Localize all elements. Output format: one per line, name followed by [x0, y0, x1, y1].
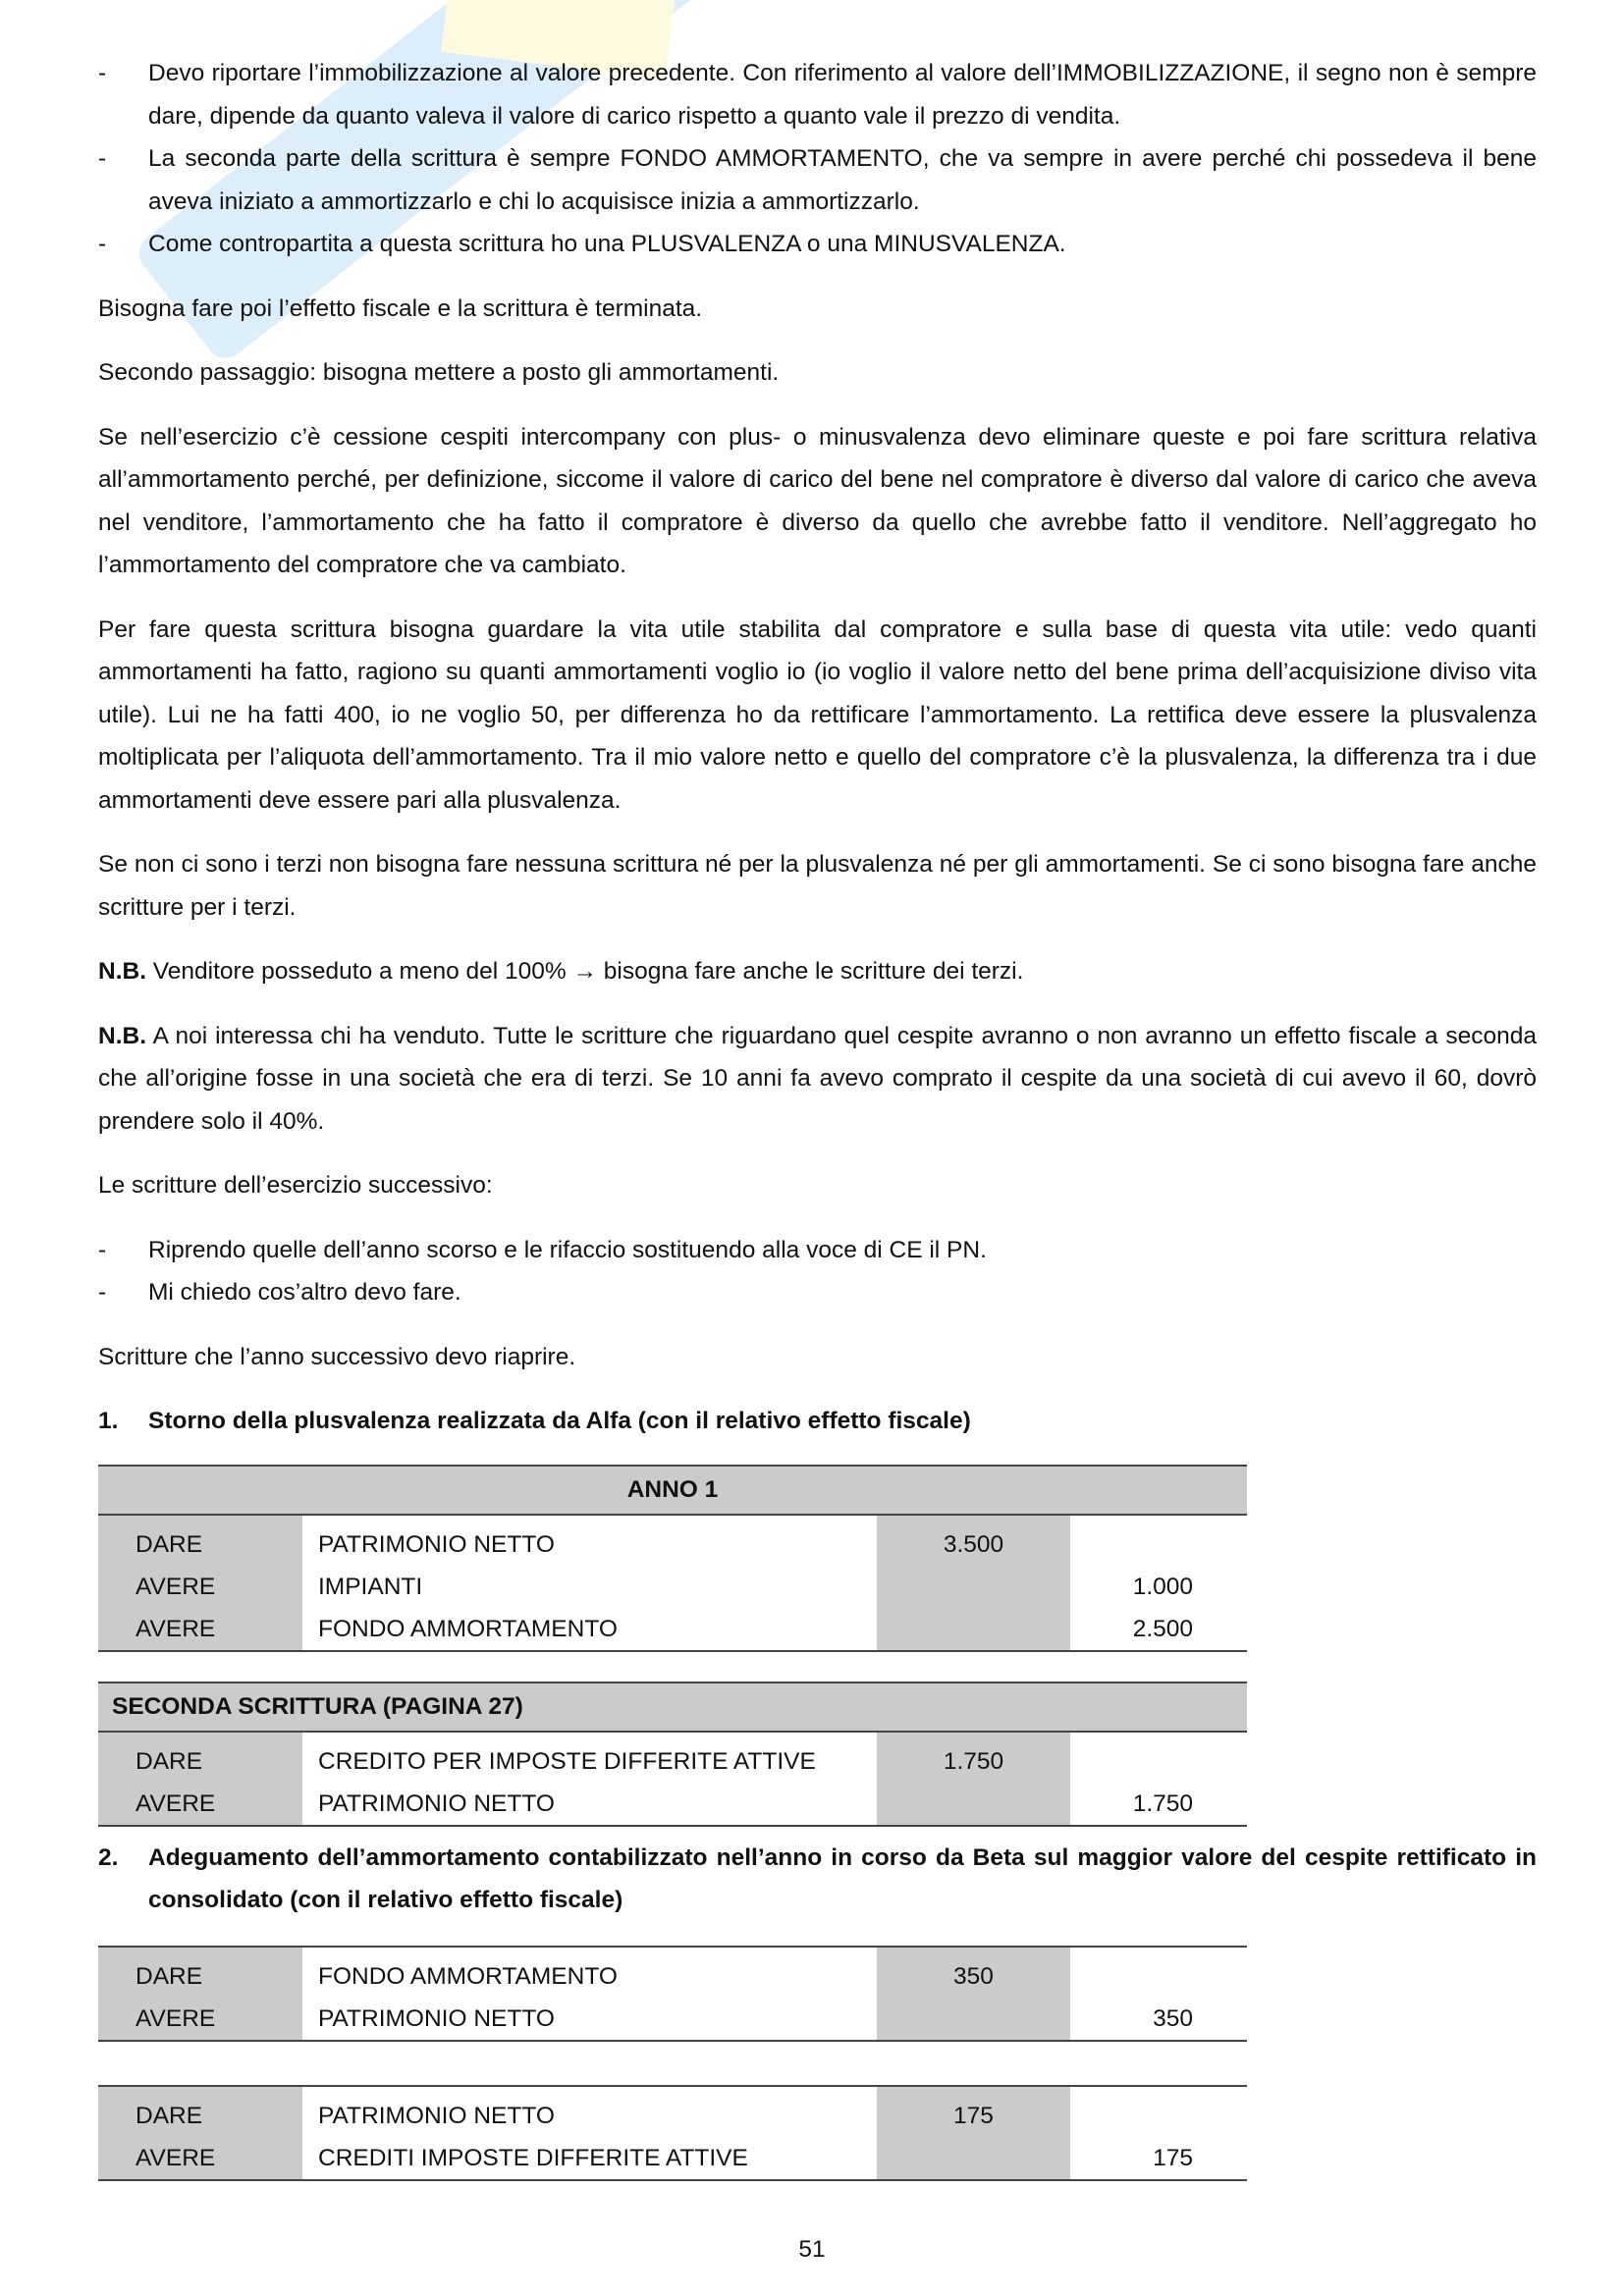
paragraph: Per fare questa scrittura bisogna guardare la vita utile stabilita dal compratore e sulla base di questa vita utile: vedo quanti ammortamenti ha fatto, ragiono su quanti ammortamenti voglio io (io voglio il valore netto del bene prima dell’acquisizione diviso vita utile). Lui ne ha fatti 400, io ne voglio 50, per differenza ho da rettificare l’ammortamento. La rettifica deve essere la plusvalenza moltiplicata per l’aliquota dell’ammortamento. Tra il mio valore netto e quello del compratore c’è la plusvalenza, la differenza tra i due ammortamenti deve essere pari alla plusvalenza.: [98, 615, 1537, 814]
account-cell: IMPIANTI: [318, 1573, 423, 1600]
avere-amount-cell: [1070, 1740, 1247, 1783]
table-header: SECONDA SCRITTURA (PAGINA 27): [98, 1682, 1247, 1732]
paragraph: Bisogna fare poi l’effetto fiscale e la scrittura è terminata.: [98, 294, 703, 322]
table-row: [98, 1566, 1247, 1608]
dare-amount-cell: [877, 1566, 1070, 1608]
bullet-list-next: [98, 1229, 1537, 1314]
spacer-row: [98, 1947, 1247, 1955]
numbered-item-1: 1. Storno della plusvalenza realizzata da Alfa (con il relativo effetto fiscale): [98, 1408, 971, 1434]
bullet-list-top: [98, 52, 1537, 266]
side-cell: DARE: [98, 1523, 302, 1566]
dare-amount-cell: [877, 1998, 1070, 2041]
side-cell: AVERE: [98, 1566, 302, 1608]
side-cell: AVERE: [98, 1608, 302, 1651]
avere-amount-cell: [1070, 2095, 1247, 2137]
dare-amount-cell: 1.750: [877, 1740, 1070, 1783]
avere-amount-cell: 1.000: [1132, 1573, 1193, 1600]
table-row: [98, 1523, 1247, 1566]
side-cell: AVERE: [98, 1783, 302, 1826]
document-body: [98, 52, 1537, 2224]
dare-amount-cell: 350: [877, 1955, 1070, 1998]
avere-amount-cell: [1070, 1523, 1247, 1566]
table-row: [98, 1783, 1247, 1826]
account-cell: FONDO AMMORTAMENTO: [302, 1608, 877, 1651]
avere-amount-cell: 350: [1070, 1998, 1247, 2041]
table-row: [98, 1608, 1247, 1651]
table-row: [98, 2137, 1247, 2180]
side-cell: DARE: [98, 1740, 302, 1783]
dare-amount-cell: 175: [877, 2095, 1070, 2137]
account-cell: PATRIMONIO NETTO: [318, 2102, 555, 2129]
table-row: [98, 2095, 1247, 2137]
side-cell: DARE: [98, 2095, 302, 2137]
avere-amount-cell: 2.500: [1070, 1608, 1247, 1651]
table-header: ANNO 1: [98, 1466, 1247, 1515]
table-row: [98, 1955, 1247, 1998]
journal-table-anno-1: [98, 1465, 1247, 1652]
dare-amount-cell: [877, 2137, 1070, 2180]
numbered-item-2: 2. Adeguamento dell’ammortamento contabilizzato nell’anno in corso da Beta sul maggior valore del cespite rettificato in consolidato (con il relativo effetto fiscale): [98, 1843, 1537, 1913]
paragraph: Scritture che l’anno successivo devo riaprire.: [98, 1343, 576, 1370]
paragraph: Le scritture dell’esercizio successivo:: [98, 1172, 493, 1199]
paragraph: Se non ci sono i terzi non bisogna fare nessuna scrittura né per la plusvalenza né per gli ammortamenti. Se ci sono bisogna fare anche scritture per i terzi.: [98, 851, 1537, 921]
list-item: - Riprendo quelle dell’anno scorso e le rifaccio sostituendo alla voce di CE il PN.: [98, 1236, 987, 1263]
side-cell: AVERE: [98, 2137, 302, 2180]
account-cell: PATRIMONIO NETTO: [302, 1998, 877, 2041]
page-number: 51: [798, 2236, 826, 2263]
account-cell: FONDO AMMORTAMENTO: [318, 1962, 618, 1990]
avere-amount-cell: 175: [1070, 2137, 1247, 2180]
side-cell: DARE: [98, 1955, 302, 1998]
account-cell: PATRIMONIO NETTO: [318, 1530, 555, 1558]
paragraph: Secondo passaggio: bisogna mettere a posto gli ammortamenti.: [98, 359, 780, 386]
account-cell: PATRIMONIO NETTO: [302, 1783, 877, 1826]
avere-amount-cell: 1.750: [1070, 1783, 1247, 1826]
note-2: N.B. A noi interessa chi ha venduto. Tutte le scritture che riguardano quel cespite avranno o non avranno un effetto fiscale a seconda che all’origine fosse in una società che era di terzi. Se 10 anni fa avevo comprato il cespite da una società di cui avevo il 60, dovrò prendere solo il 40%.: [98, 1022, 1537, 1135]
dare-amount-cell: [877, 1783, 1070, 1826]
dare-amount-cell: 3.500: [877, 1523, 1070, 1566]
paragraph: Se nell’esercizio c’è cessione cespiti intercompany con plus- o minusvalenza devo eliminare queste e poi fare scrittura relativa all’ammortamento perché, per definizione, siccome il valore di carico del bene nel compratore è diverso dal valore di carico che aveva nel venditore, l’ammortamento che ha fatto il compratore è diverso da quello che avrebbe fatto il venditore. Nell’aggregato ho l’ammortamento del compratore che va cambiato.: [98, 423, 1537, 578]
spacer-row: [98, 2086, 1247, 2095]
dare-amount-cell: [877, 1608, 1070, 1651]
avere-amount-cell: [1070, 1955, 1247, 1998]
account-cell: CREDITO PER IMPOSTE DIFFERITE ATTIVE: [318, 1747, 816, 1775]
spacer-row: [98, 1732, 1247, 1740]
journal-table-seconda-scrittura: [98, 1682, 1247, 1827]
journal-table-imposte: [98, 2085, 1247, 2181]
spacer-row: [98, 1515, 1247, 1523]
table-row: [98, 1740, 1247, 1783]
list-item: - Come contropartita a questa scrittura ho una PLUSVALENZA o una MINUSVALENZA.: [98, 231, 1066, 257]
list-item: - Mi chiedo cos’altro devo fare.: [98, 1279, 461, 1306]
account-cell: CREDITI IMPOSTE DIFFERITE ATTIVE: [302, 2137, 877, 2180]
table-row: [98, 1998, 1247, 2041]
note-1: N.B. Venditore posseduto a meno del 100% → bisogna fare anche le scritture dei terzi.: [98, 958, 1024, 985]
list-item: - La seconda parte della scrittura è sempre FONDO AMMORTAMENTO, che va sempre in avere perché chi possedeva il bene aveva iniziato a ammortizzarlo e chi lo acquisisce inizia a ammortizzarlo.: [98, 145, 1537, 215]
journal-table-ammortamento: [98, 1946, 1247, 2042]
list-item: - Devo riportare l’immobilizzazione al valore precedente. Con riferimento al valore dell’IMMOBILIZZAZIONE, il segno non è sempre dare, dipende da quanto valeva il valore di carico rispetto a quanto vale il prezzo di vendita.: [98, 60, 1537, 130]
side-cell: AVERE: [98, 1998, 302, 2041]
